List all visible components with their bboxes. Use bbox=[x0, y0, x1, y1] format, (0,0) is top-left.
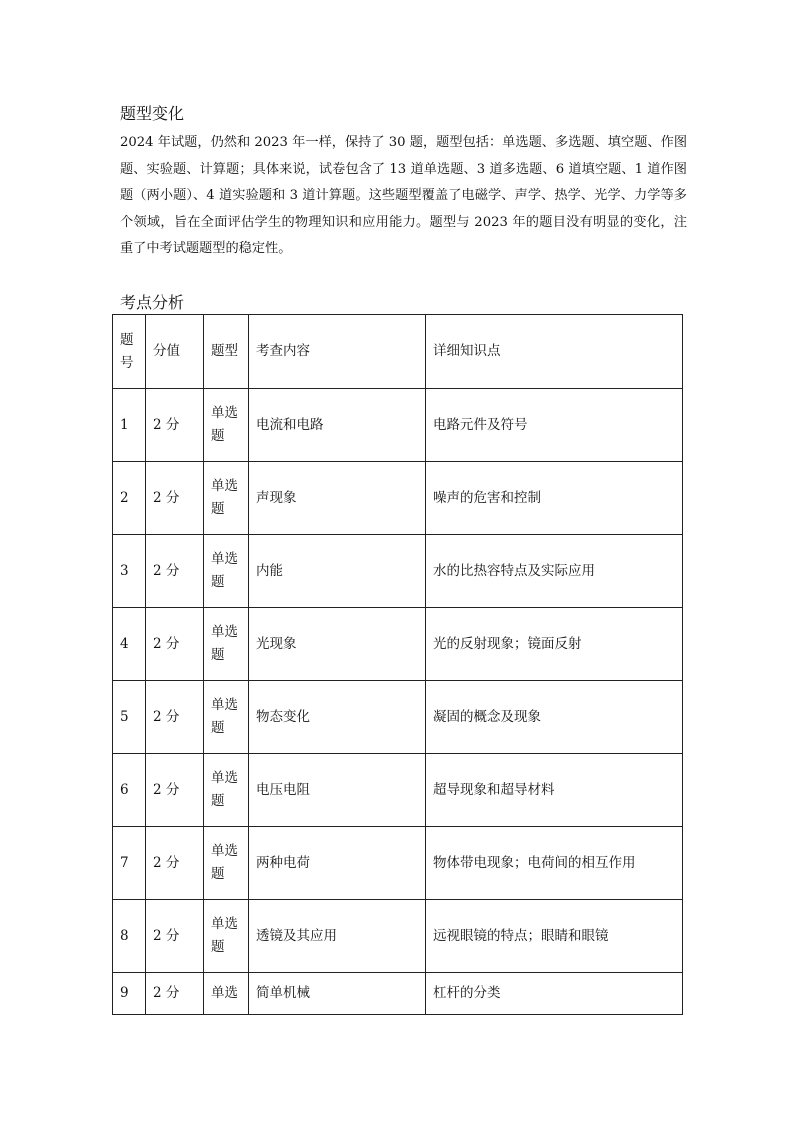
section-title-question-type-change: 题型变化 bbox=[120, 104, 185, 123]
cell-score: 2 分 bbox=[146, 827, 204, 900]
cell-content: 电压电阻 bbox=[249, 754, 426, 827]
cell-score: 2 分 bbox=[146, 535, 204, 608]
cell-question-no: 3 bbox=[113, 535, 146, 608]
cell-detail: 水的比热容特点及实际应用 bbox=[426, 535, 683, 608]
table-row bbox=[113, 681, 683, 754]
cell-question-type: 单选题 bbox=[204, 681, 249, 754]
cell-question-type: 单选题 bbox=[204, 462, 249, 535]
cell-detail: 超导现象和超导材料 bbox=[426, 754, 683, 827]
cell-question-no: 2 bbox=[113, 462, 146, 535]
cell-question-type: 单选题 bbox=[204, 900, 249, 973]
cell-question-type: 单选题 bbox=[204, 608, 249, 681]
cell-question-no: 5 bbox=[113, 681, 146, 754]
cell-content: 内能 bbox=[249, 535, 426, 608]
header-detail: 详细知识点 bbox=[426, 315, 683, 389]
cell-question-type: 单选题 bbox=[204, 389, 249, 462]
cell-content: 声现象 bbox=[249, 462, 426, 535]
table-row bbox=[113, 389, 683, 462]
cell-score: 2 分 bbox=[146, 608, 204, 681]
cell-content: 物态变化 bbox=[249, 681, 426, 754]
exam-point-table bbox=[112, 314, 683, 1015]
table-row bbox=[113, 973, 683, 1015]
header-question-no: 题号 bbox=[113, 315, 146, 389]
cell-content: 电流和电路 bbox=[249, 389, 426, 462]
cell-content: 光现象 bbox=[249, 608, 426, 681]
cell-score: 2 分 bbox=[146, 462, 204, 535]
cell-question-no: 8 bbox=[113, 900, 146, 973]
table-header-row bbox=[113, 315, 683, 389]
cell-question-no: 1 bbox=[113, 389, 146, 462]
cell-detail: 物体带电现象；电荷间的相互作用 bbox=[426, 827, 683, 900]
cell-question-type: 单选题 bbox=[204, 754, 249, 827]
header-score: 分值 bbox=[146, 315, 204, 389]
cell-question-no: 4 bbox=[113, 608, 146, 681]
cell-content: 简单机械 bbox=[249, 973, 426, 1015]
cell-detail: 杠杆的分类 bbox=[426, 973, 683, 1015]
cell-question-no: 9 bbox=[113, 973, 146, 1015]
table-row bbox=[113, 827, 683, 900]
cell-question-type: 单选题 bbox=[204, 535, 249, 608]
cell-question-no: 7 bbox=[113, 827, 146, 900]
cell-detail: 电路元件及符号 bbox=[426, 389, 683, 462]
question-type-paragraph: 2024 年试题，仍然和 2023 年一样，保持了 30 题，题型包括：单选题、多选题、填空题、作图题、实验题、计算题；具体来说，试卷包含了 13 道单选题、3 道多选题、6 道填空题、1 道作图题（两小题）、4 道实验题和 3 道计算题。这些题型覆盖了电磁学、声学、热学、光学、力学等多个领域，旨在全面评估学生的物理知识和应用能力。题型与 2023 年的题目没有明显的变化，注重了中考试题题型的稳定性。 bbox=[120, 135, 687, 256]
header-question-type: 题型 bbox=[204, 315, 249, 389]
table-row bbox=[113, 900, 683, 973]
table-row bbox=[113, 754, 683, 827]
cell-detail: 凝固的概念及现象 bbox=[426, 681, 683, 754]
cell-score: 2 分 bbox=[146, 754, 204, 827]
cell-score: 2 分 bbox=[146, 681, 204, 754]
cell-detail: 远视眼镜的特点；眼睛和眼镜 bbox=[426, 900, 683, 973]
cell-question-type: 单选 bbox=[204, 973, 249, 1015]
section-title-exam-point-analysis: 考点分析 bbox=[120, 293, 185, 312]
cell-content: 透镜及其应用 bbox=[249, 900, 426, 973]
cell-score: 2 分 bbox=[146, 973, 204, 1015]
table-row bbox=[113, 608, 683, 681]
header-content: 考查内容 bbox=[249, 315, 426, 389]
cell-question-no: 6 bbox=[113, 754, 146, 827]
cell-detail: 光的反射现象；镜面反射 bbox=[426, 608, 683, 681]
table-row bbox=[113, 462, 683, 535]
cell-detail: 噪声的危害和控制 bbox=[426, 462, 683, 535]
cell-score: 2 分 bbox=[146, 389, 204, 462]
table-row bbox=[113, 535, 683, 608]
cell-score: 2 分 bbox=[146, 900, 204, 973]
cell-content: 两种电荷 bbox=[249, 827, 426, 900]
cell-question-type: 单选题 bbox=[204, 827, 249, 900]
